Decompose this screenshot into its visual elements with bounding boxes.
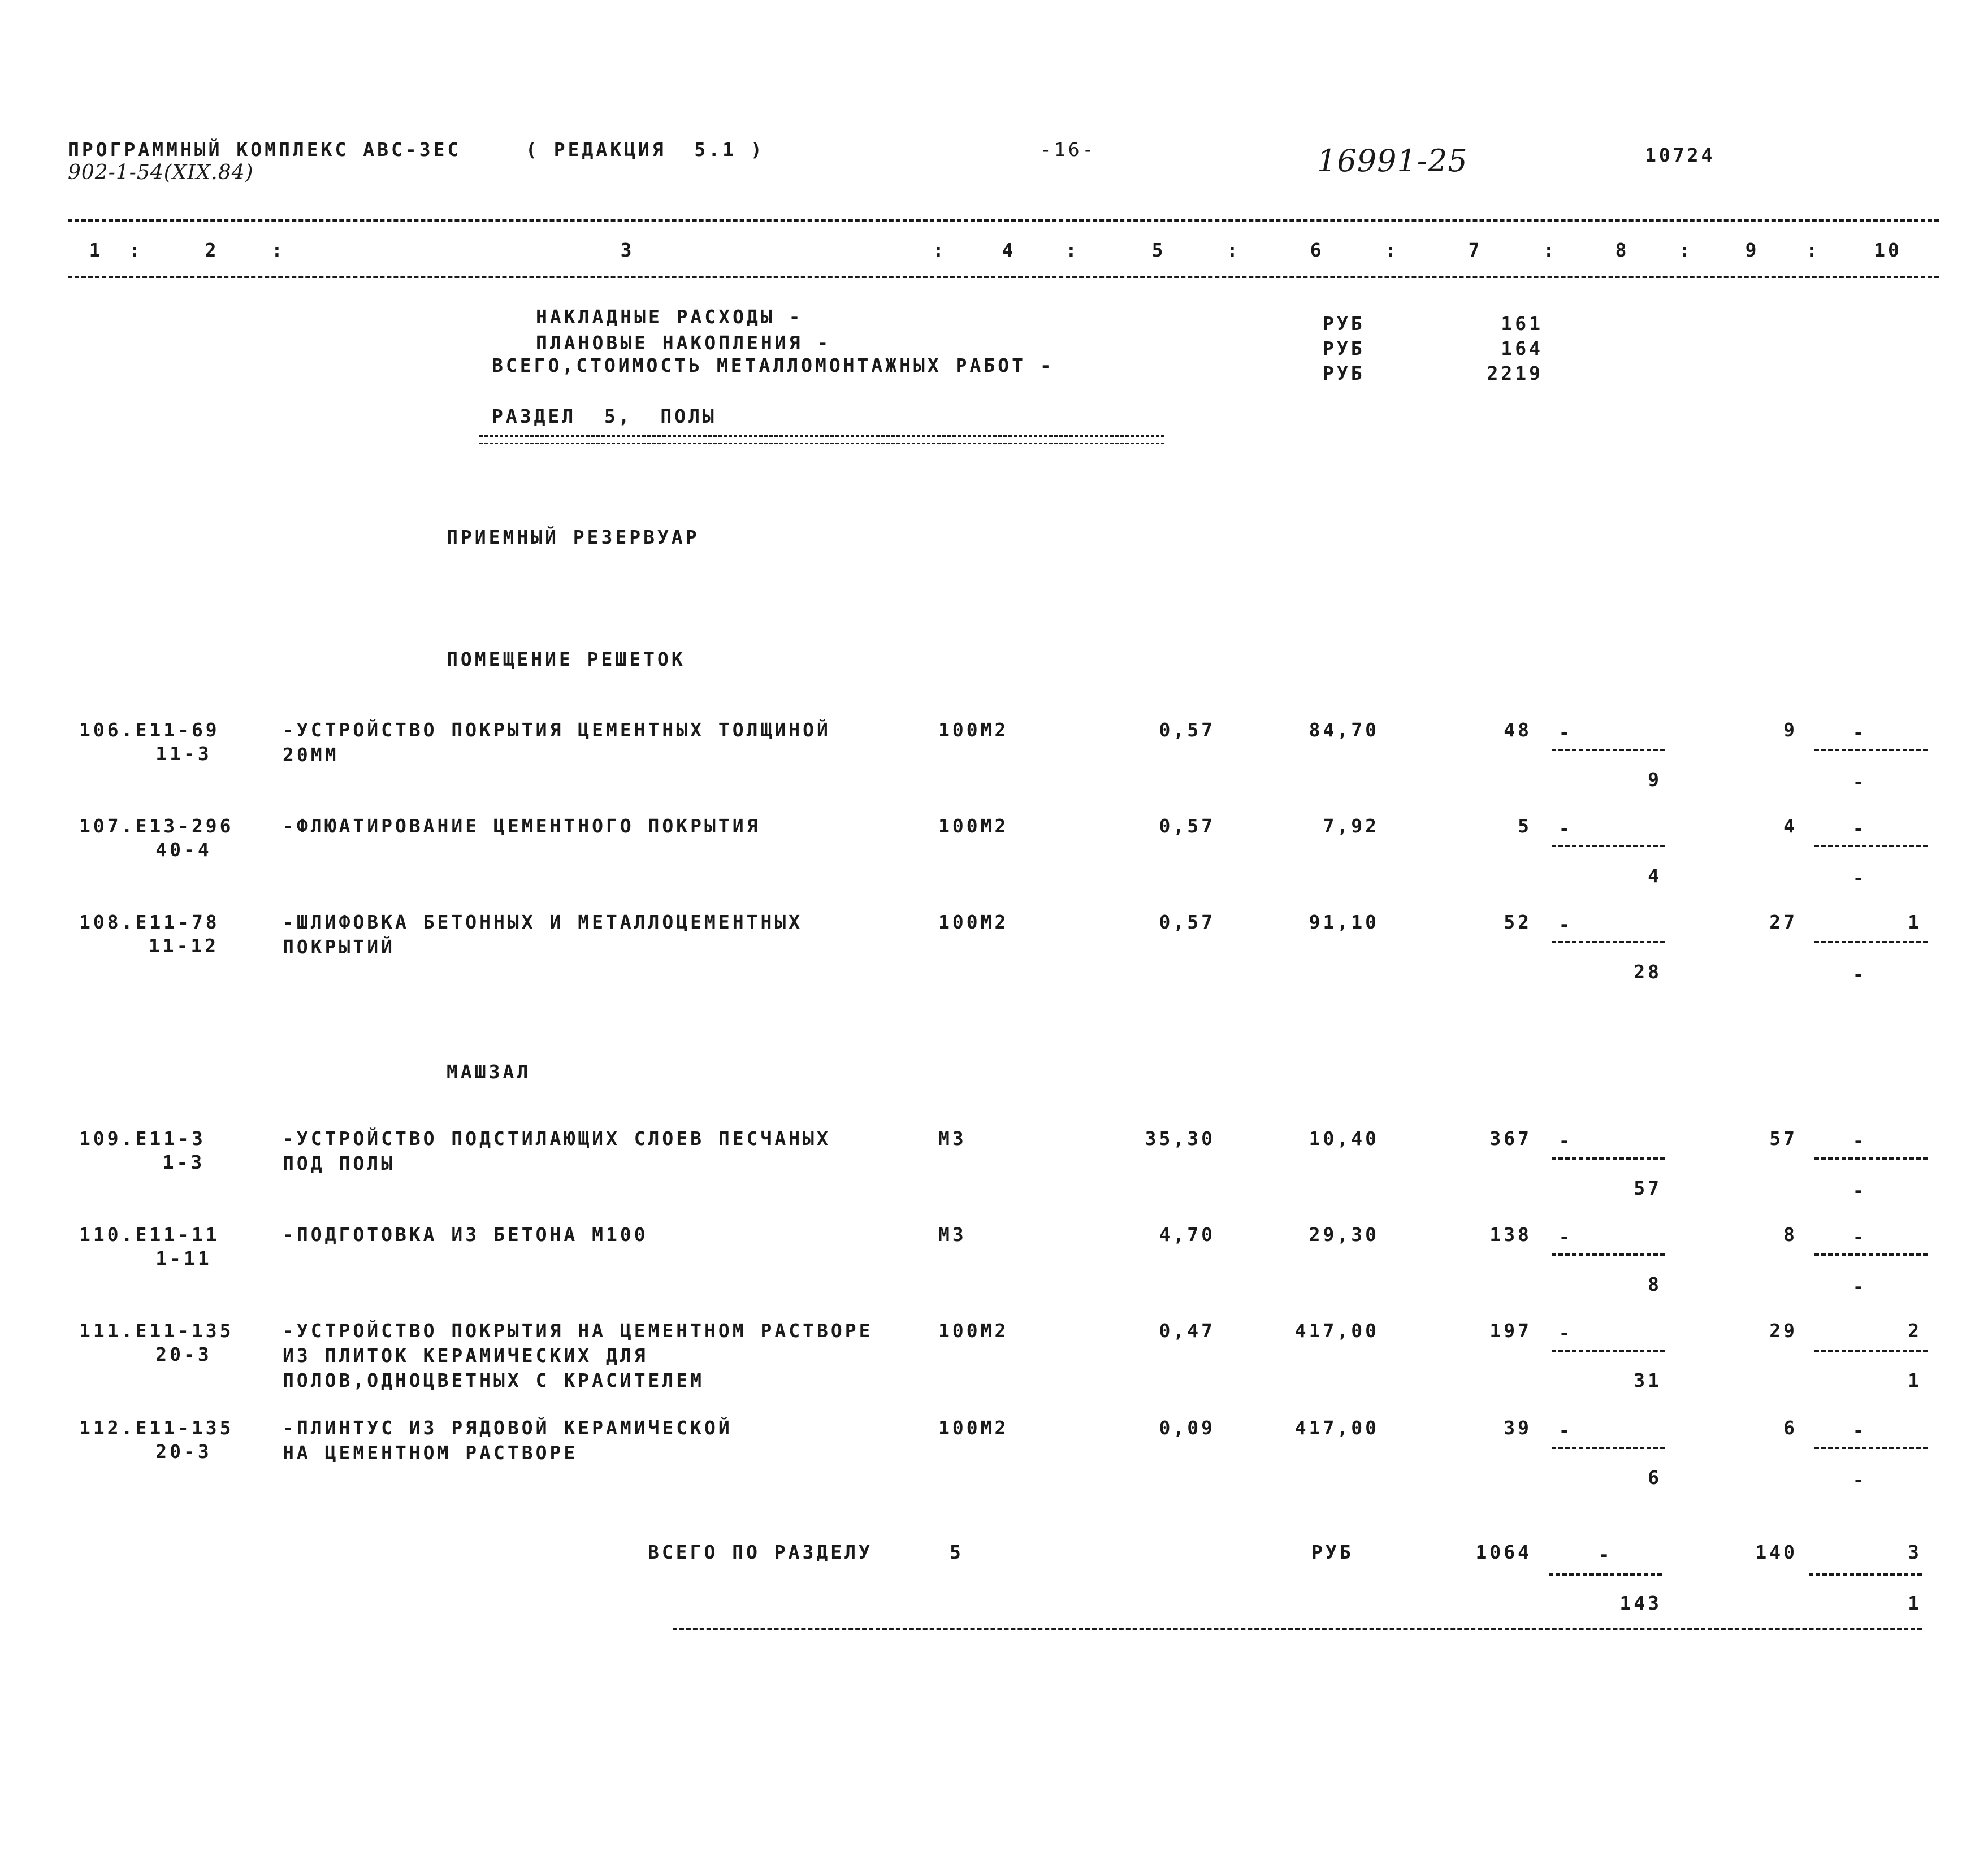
column-separator: : xyxy=(271,239,285,261)
row-cost: 197 xyxy=(1489,1320,1532,1342)
row-description-line: ПОЛОВ,ОДНОЦВЕТНЫХ С КРАСИТЕЛЕМ xyxy=(283,1369,705,1391)
overhead-unit: РУБ xyxy=(1323,313,1365,335)
column-number: 7 xyxy=(1468,239,1483,261)
row-col8-rule xyxy=(1552,1157,1665,1160)
row-description-line: -ПЛИНТУС ИЗ РЯДОВОЙ КЕРАМИЧЕСКОЙ xyxy=(283,1417,733,1439)
row-col9: 4 xyxy=(1783,815,1798,837)
row-col10-rule xyxy=(1814,1253,1928,1256)
profit-label: ПЛАНОВЫЕ НАКОПЛЕНИЯ - xyxy=(536,332,831,354)
row-col10-bottom: - xyxy=(1852,1469,1867,1491)
row-cost: 5 xyxy=(1518,815,1532,837)
group-heading-reservoir: ПРИЕМНЫЙ РЕЗЕРВУАР xyxy=(447,526,700,548)
section-total-col10-bottom: 1 xyxy=(1908,1592,1922,1614)
column-separator: : xyxy=(1385,239,1399,261)
row-col9: 8 xyxy=(1783,1224,1798,1246)
section-total-cost: 1064 xyxy=(1475,1541,1532,1563)
row-description-line: -ПОДГОТОВКА ИЗ БЕТОНА М100 xyxy=(283,1224,648,1246)
row-subcode: 20-3 xyxy=(155,1343,212,1365)
project-code: 902-1-54(XIX.84) xyxy=(68,161,254,184)
row-col8-rule xyxy=(1552,749,1665,751)
row-col8-bottom: 28 xyxy=(1634,961,1662,983)
row-quantity: 0,47 xyxy=(1159,1320,1215,1342)
row-subcode: 20-3 xyxy=(155,1441,212,1463)
document-number: 16991-25 xyxy=(1317,143,1468,179)
section-total-col8-top: - xyxy=(1598,1543,1613,1565)
row-col10-rule xyxy=(1814,941,1928,943)
row-unit-price: 10,40 xyxy=(1309,1127,1379,1149)
row-subcode: 1-11 xyxy=(155,1247,212,1269)
row-description-line: -УСТРОЙСТВО ПОКРЫТИЯ ЦЕМЕНТНЫХ ТОЛЩИНОЙ xyxy=(283,719,831,741)
row-unit-price: 29,30 xyxy=(1309,1224,1379,1246)
column-separator: : xyxy=(1679,239,1693,261)
row-unit-price: 84,70 xyxy=(1309,719,1379,741)
program-edition: ( РЕДАКЦИЯ 5.1 ) xyxy=(526,138,765,160)
page-number: -16- xyxy=(1040,138,1097,160)
row-description-line: ПОКРЫТИЙ xyxy=(283,936,395,958)
row-cost: 39 xyxy=(1504,1417,1532,1439)
section-total-col9: 140 xyxy=(1755,1541,1798,1563)
row-col10-rule xyxy=(1814,1350,1928,1352)
row-col10-top: - xyxy=(1852,1130,1867,1152)
section-total-col10-top: 3 xyxy=(1908,1541,1922,1563)
row-quantity: 4,70 xyxy=(1159,1224,1215,1246)
row-unit: 100М2 xyxy=(938,911,1009,933)
row-col8-rule xyxy=(1552,941,1665,943)
row-code: 107.Е13-296 xyxy=(79,815,234,837)
row-description-line: -ФЛЮАТИРОВАНИЕ ЦЕМЕНТНОГО ПОКРЫТИЯ xyxy=(283,815,761,837)
row-code: 111.Е11-135 xyxy=(79,1320,234,1342)
column-number: 3 xyxy=(620,239,635,261)
header-rule-bottom xyxy=(68,276,1939,278)
row-col10-top: 1 xyxy=(1908,911,1922,933)
total-value: 2219 xyxy=(1487,362,1543,384)
row-code: 108.Е11-78 xyxy=(79,911,220,933)
row-col10-top: - xyxy=(1852,1419,1867,1441)
section-total-unit: РУБ xyxy=(1311,1541,1354,1563)
row-col8-bottom: 8 xyxy=(1648,1273,1662,1295)
row-col9: 6 xyxy=(1783,1417,1798,1439)
row-col10-bottom: 1 xyxy=(1908,1369,1922,1391)
row-subcode: 11-3 xyxy=(155,743,212,765)
section-total-col8-rule xyxy=(1549,1573,1662,1576)
row-cost: 48 xyxy=(1504,719,1532,741)
row-col8-rule xyxy=(1552,1350,1665,1352)
row-col9: 29 xyxy=(1769,1320,1798,1342)
row-cost: 138 xyxy=(1489,1224,1532,1246)
row-col10-rule xyxy=(1814,1157,1928,1160)
section-total-col8-bottom: 143 xyxy=(1619,1592,1662,1614)
row-unit-price: 7,92 xyxy=(1323,815,1379,837)
column-separator: : xyxy=(1806,239,1820,261)
section-title: РАЗДЕЛ 5, ПОЛЫ xyxy=(492,405,717,427)
row-quantity: 0,57 xyxy=(1159,911,1215,933)
column-separator: : xyxy=(933,239,947,261)
row-unit-price: 417,00 xyxy=(1294,1320,1379,1342)
row-col10-rule xyxy=(1814,1447,1928,1449)
total-unit: РУБ xyxy=(1323,362,1365,384)
row-quantity: 0,09 xyxy=(1159,1417,1215,1439)
profit-value: 164 xyxy=(1501,337,1543,359)
row-description-line: ИЗ ПЛИТОК КЕРАМИЧЕСКИХ ДЛЯ xyxy=(283,1344,648,1367)
row-unit: М3 xyxy=(938,1224,967,1246)
row-col10-rule xyxy=(1814,845,1928,847)
row-col10-rule xyxy=(1814,749,1928,751)
row-description-line: -УСТРОЙСТВО ПОКРЫТИЯ НА ЦЕМЕНТНОМ РАСТВОРЕ xyxy=(283,1320,873,1342)
row-cost: 52 xyxy=(1504,911,1532,933)
group-heading-machine-hall: МАШЗАЛ xyxy=(447,1061,531,1083)
row-unit: М3 xyxy=(938,1127,967,1149)
row-col8-rule xyxy=(1552,1253,1665,1256)
row-cost: 367 xyxy=(1489,1127,1532,1149)
total-label: ВСЕГО,СТОИМОСТЬ МЕТАЛЛОМОНТАЖНЫХ РАБОТ - xyxy=(492,354,1054,376)
row-unit-price: 417,00 xyxy=(1294,1417,1379,1439)
section-total-number: 5 xyxy=(950,1541,964,1563)
row-col8-top: - xyxy=(1558,1419,1573,1441)
row-quantity: 0,57 xyxy=(1159,815,1215,837)
row-description-line: -ШЛИФОВКА БЕТОННЫХ И МЕТАЛЛОЦЕМЕНТНЫХ xyxy=(283,911,803,933)
column-number: 8 xyxy=(1615,239,1630,261)
row-col10-top: - xyxy=(1852,1226,1867,1248)
row-col10-top: 2 xyxy=(1908,1320,1922,1342)
column-number: 6 xyxy=(1310,239,1324,261)
program-title: ПРОГРАММНЫЙ КОМПЛЕКС АВС-3ЕС xyxy=(68,138,462,160)
row-code: 112.Е11-135 xyxy=(79,1417,234,1439)
row-code: 109.Е11-3 xyxy=(79,1127,206,1149)
row-col9: 9 xyxy=(1783,719,1798,741)
row-col10-bottom: - xyxy=(1852,963,1867,985)
row-col8-top: - xyxy=(1558,1226,1573,1248)
overhead-label: НАКЛАДНЫЕ РАСХОДЫ - xyxy=(536,306,803,328)
row-description-line: -УСТРОЙСТВО ПОДСТИЛАЮЩИХ СЛОЕВ ПЕСЧАНЫХ xyxy=(283,1127,831,1149)
row-col8-bottom: 4 xyxy=(1648,865,1662,887)
row-code: 110.Е11-11 xyxy=(79,1224,220,1246)
row-unit-price: 91,10 xyxy=(1309,911,1379,933)
row-col10-bottom: - xyxy=(1852,771,1867,793)
header-rule-top xyxy=(68,219,1939,222)
row-subcode: 11-12 xyxy=(148,935,219,957)
column-number: 9 xyxy=(1745,239,1760,261)
row-col10-top: - xyxy=(1852,817,1867,839)
row-description-line: ПОД ПОЛЫ xyxy=(283,1152,395,1174)
section-total-col10-rule xyxy=(1809,1573,1922,1576)
column-number: 4 xyxy=(1002,239,1016,261)
column-separator: : xyxy=(1066,239,1080,261)
overhead-value: 161 xyxy=(1501,313,1543,335)
section-total-rule xyxy=(673,1628,1922,1630)
row-col8-top: - xyxy=(1558,1322,1573,1344)
row-col8-bottom: 6 xyxy=(1648,1467,1662,1489)
row-col10-bottom: - xyxy=(1852,867,1867,889)
column-number: 10 xyxy=(1874,239,1902,261)
row-col8-top: - xyxy=(1558,721,1573,743)
row-quantity: 35,30 xyxy=(1145,1127,1215,1149)
document-code: 10724 xyxy=(1645,144,1716,166)
row-col8-rule xyxy=(1552,845,1665,847)
row-col10-bottom: - xyxy=(1852,1276,1867,1298)
row-description-line: НА ЦЕМЕНТНОМ РАСТВОРЕ xyxy=(283,1442,578,1464)
row-col8-bottom: 57 xyxy=(1634,1177,1662,1199)
column-number: 2 xyxy=(205,239,219,261)
row-code: 106.Е11-69 xyxy=(79,719,220,741)
row-col8-bottom: 31 xyxy=(1634,1369,1662,1391)
column-number: 1 xyxy=(89,239,103,261)
profit-unit: РУБ xyxy=(1323,337,1365,359)
row-col8-rule xyxy=(1552,1447,1665,1449)
row-col8-bottom: 9 xyxy=(1648,769,1662,791)
row-subcode: 40-4 xyxy=(155,839,212,861)
column-separator: : xyxy=(1227,239,1241,261)
row-col8-top: - xyxy=(1558,1130,1573,1152)
row-unit: 100М2 xyxy=(938,1320,1009,1342)
section-title-underline xyxy=(479,435,1164,444)
row-unit: 100М2 xyxy=(938,1417,1009,1439)
row-quantity: 0,57 xyxy=(1159,719,1215,741)
column-separator: : xyxy=(1543,239,1557,261)
row-col8-top: - xyxy=(1558,913,1573,935)
row-subcode: 1-3 xyxy=(162,1151,205,1173)
row-col9: 57 xyxy=(1769,1127,1798,1149)
group-heading-screens: ПОМЕЩЕНИЕ РЕШЕТОК xyxy=(447,648,686,670)
column-separator: : xyxy=(129,239,143,261)
column-number: 5 xyxy=(1151,239,1166,261)
section-total-label: ВСЕГО ПО РАЗДЕЛУ xyxy=(648,1541,873,1563)
row-col10-top: - xyxy=(1852,721,1867,743)
row-col8-top: - xyxy=(1558,817,1573,839)
row-description-line: 20ММ xyxy=(283,744,339,766)
row-col9: 27 xyxy=(1769,911,1798,933)
row-col10-bottom: - xyxy=(1852,1179,1867,1201)
row-unit: 100М2 xyxy=(938,815,1009,837)
row-unit: 100М2 xyxy=(938,719,1009,741)
